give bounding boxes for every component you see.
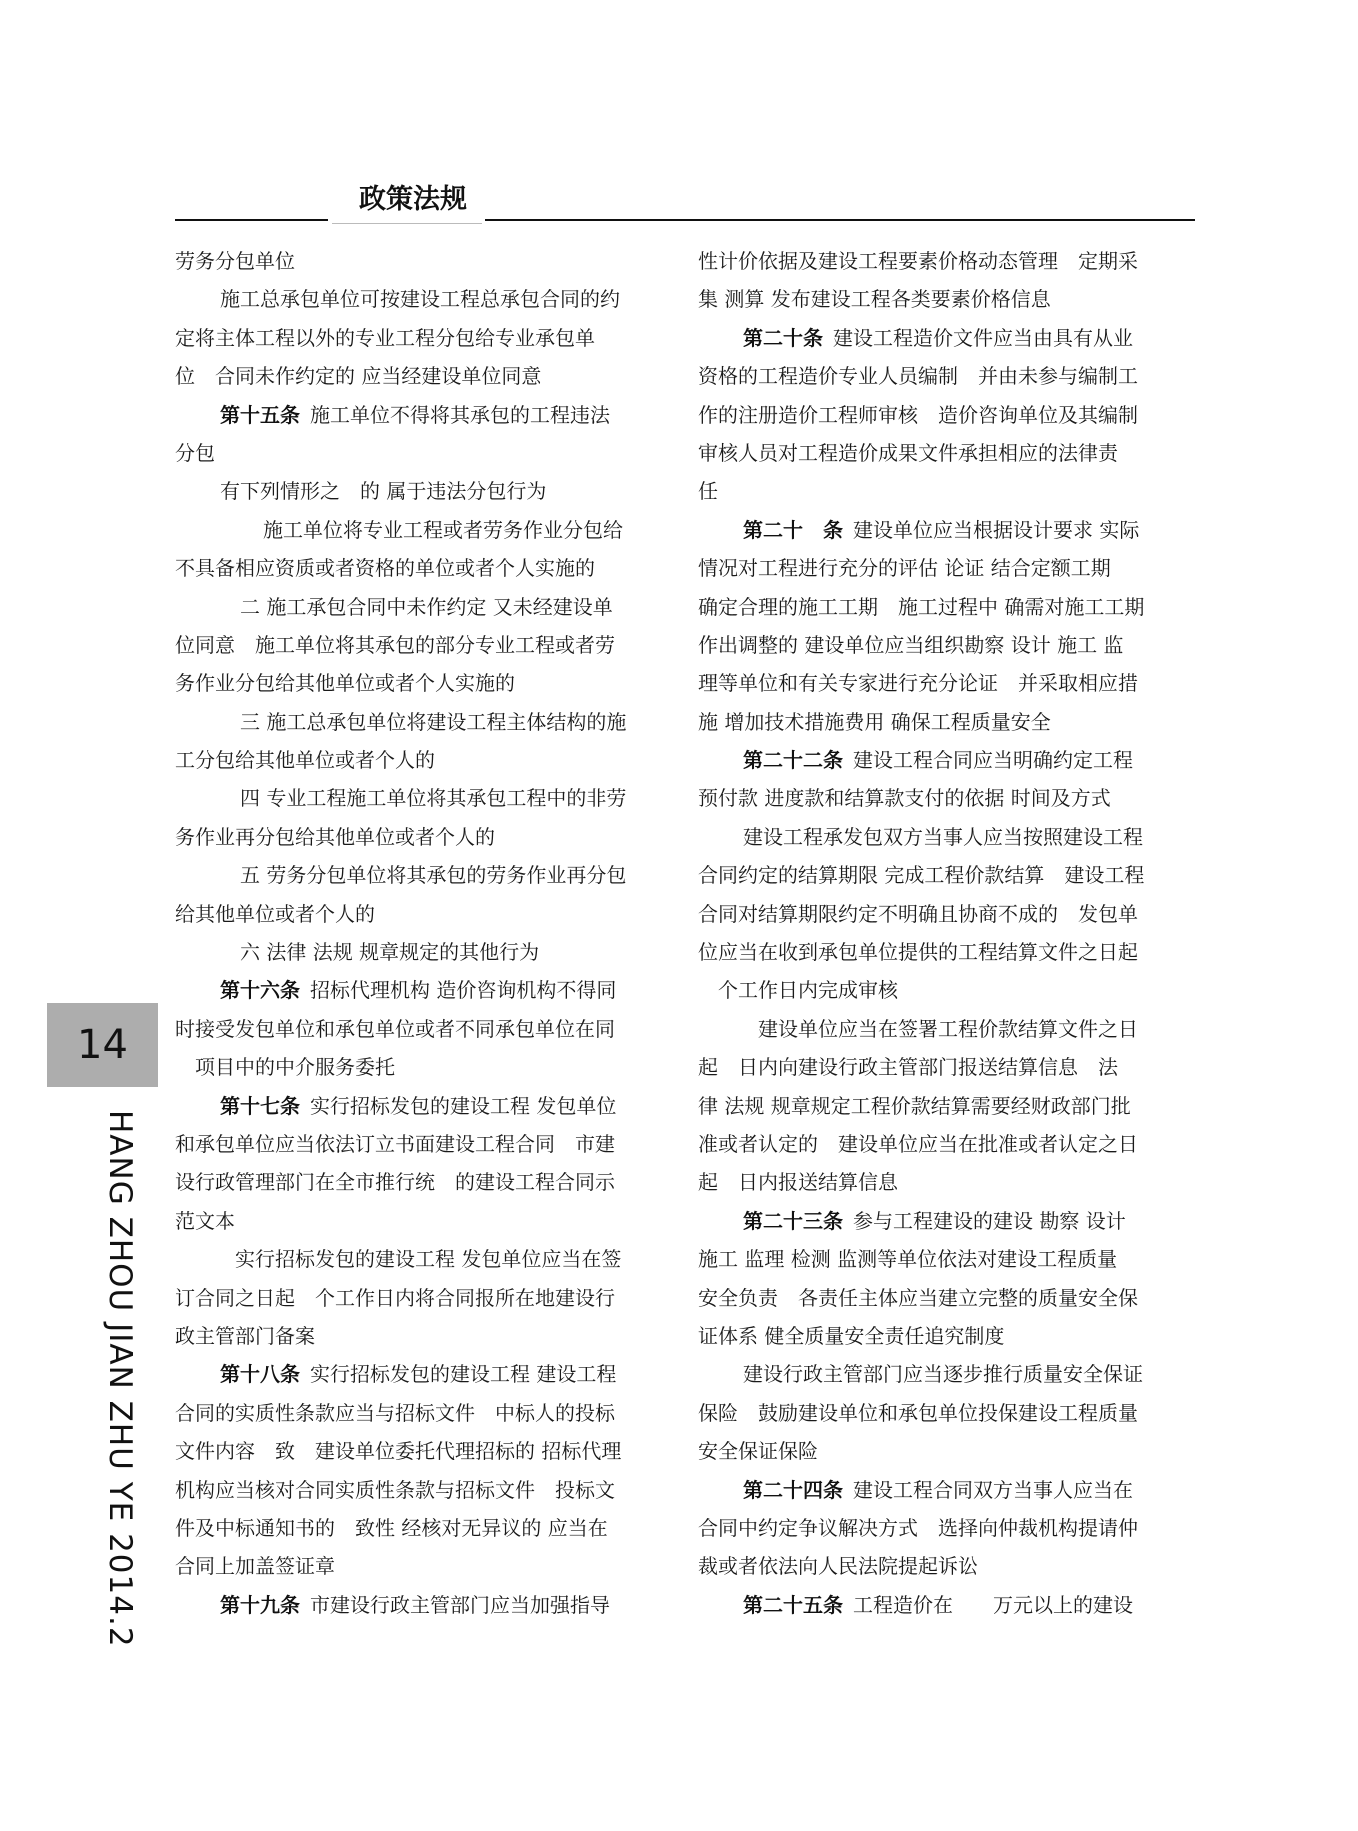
line-text: 作出调整的 建设单位应当组织勘察 设计 施工 监 <box>698 632 1124 657</box>
line-text: 合同中约定争议解决方式 选择向仲裁机构提请仲 <box>698 1515 1138 1540</box>
text-line <box>175 779 665 817</box>
line-text: 确定合理的施工工期 施工过程中 确需对施工工期 <box>698 594 1145 619</box>
text-line <box>698 1240 1188 1278</box>
text-line <box>698 357 1188 395</box>
text-line <box>698 1471 1188 1509</box>
text-line <box>698 818 1188 856</box>
text-line <box>698 319 1188 357</box>
text-line <box>698 933 1188 971</box>
text-line <box>698 856 1188 894</box>
header-rule-under-title <box>332 223 482 224</box>
text-line <box>175 1125 665 1163</box>
text-line <box>175 1010 665 1048</box>
text-line <box>175 1317 665 1355</box>
line-text: 起 日内向建设行政主管部门报送结算信息 法 <box>698 1055 1118 1080</box>
line-text: 五 劳务分包单位将其承包的劳务作业再分包 <box>240 863 627 888</box>
line-text: 裁或者依法向人民法院提起诉讼 <box>698 1554 978 1579</box>
line-text: 实行招标发包的建设工程 建设工程 <box>310 1362 617 1387</box>
line-text: 律 法规 规章规定工程价款结算需要经财政部门批 <box>698 1093 1131 1118</box>
line-text: 定将主体工程以外的专业工程分包给专业承包单 <box>175 325 595 350</box>
text-line <box>175 472 665 510</box>
line-text: 工分包给其他单位或者个人的 <box>175 748 435 773</box>
text-line <box>175 549 665 587</box>
text-line <box>698 1202 1188 1240</box>
line-text: 保险 鼓励建设单位和承包单位投保建设工程质量 <box>698 1400 1138 1425</box>
line-text: 工程造价在 万元以上的建设 <box>853 1592 1133 1617</box>
line-text: 合同约定的结算期限 完成工程价款结算 建设工程 <box>698 863 1145 888</box>
line-text: 文件内容 致 建设单位委托代理招标的 招标代理 <box>175 1439 622 1464</box>
line-text: 合同的实质性条款应当与招标文件 中标人的投标 <box>175 1400 615 1425</box>
line-text: 建设行政主管部门应当逐步推行质量安全保证 <box>743 1362 1143 1387</box>
magazine-title-vertical: HANG ZHOU JIAN ZHU YE 2014.2 <box>102 1110 138 1648</box>
line-text: 参与工程建设的建设 勘察 设计 <box>853 1208 1126 1233</box>
text-line <box>698 1355 1188 1393</box>
text-line <box>175 280 665 318</box>
left-text-column <box>175 242 665 1624</box>
text-line <box>698 664 1188 702</box>
text-line <box>698 1048 1188 1086</box>
line-text: 施工总承包单位可按建设工程总承包合同的约 <box>220 287 620 312</box>
line-text: 务作业分包给其他单位或者个人实施的 <box>175 671 515 696</box>
line-text: 六 法律 法规 规章规定的其他行为 <box>240 940 540 965</box>
line-text: 审核人员对工程造价成果文件承担相应的法律责 <box>698 440 1118 465</box>
text-line <box>698 1432 1188 1470</box>
article-number: 第十六条 <box>220 978 300 1003</box>
text-line <box>698 895 1188 933</box>
line-text: 市建设行政主管部门应当加强指导 <box>310 1592 610 1617</box>
line-text: 不具备相应资质或者资格的单位或者个人实施的 <box>175 556 595 581</box>
text-line <box>175 856 665 894</box>
text-line <box>698 1547 1188 1585</box>
line-text: 和承包单位应当依法订立书面建设工程合同 市建 <box>175 1131 615 1156</box>
page-number: 14 <box>77 1022 128 1068</box>
line-text: 施工单位不得将其承包的工程违法 <box>310 402 610 427</box>
text-line <box>175 818 665 856</box>
line-text: 安全保证保险 <box>698 1439 818 1464</box>
text-line <box>175 1547 665 1585</box>
text-line <box>698 1279 1188 1317</box>
line-text: 集 测算 发布建设工程各类要素价格信息 <box>698 287 1051 312</box>
text-line <box>698 1163 1188 1201</box>
text-line <box>175 1087 665 1125</box>
line-text: 建设工程合同应当明确约定工程 <box>853 748 1133 773</box>
text-line <box>175 933 665 971</box>
text-line <box>698 434 1188 472</box>
line-text: 情况对工程进行充分的评估 论证 结合定额工期 <box>698 556 1111 581</box>
text-line <box>175 1279 665 1317</box>
text-line <box>175 626 665 664</box>
text-line <box>698 472 1188 510</box>
line-text: 机构应当核对合同实质性条款与招标文件 投标文 <box>175 1477 615 1502</box>
text-line <box>175 895 665 933</box>
article-number: 第二十二条 <box>743 748 843 773</box>
article-number: 第十九条 <box>220 1592 300 1617</box>
line-text: 三 施工总承包单位将建设工程主体结构的施 <box>240 709 627 734</box>
section-title: 政策法规 <box>359 184 467 215</box>
line-text: 项目中的中介服务委托 <box>195 1055 395 1080</box>
line-text: 施工 监理 检测 监测等单位依法对建设工程质量 <box>698 1247 1118 1272</box>
line-text: 性计价依据及建设工程要素价格动态管理 定期采 <box>698 249 1138 273</box>
line-text: 个工作日内完成审核 <box>718 978 898 1003</box>
line-text: 理等单位和有关专家进行充分论证 并采取相应措 <box>698 671 1138 696</box>
text-line <box>175 357 665 395</box>
line-text: 分包 <box>175 440 215 465</box>
text-line <box>175 664 665 702</box>
page-number-box <box>47 1003 158 1087</box>
line-text: 实行招标发包的建设工程 发包单位 <box>310 1093 617 1118</box>
line-text: 件及中标通知书的 致性 经核对无异议的 应当在 <box>175 1515 608 1540</box>
text-line <box>175 1163 665 1201</box>
line-text: 作的注册造价工程师审核 造价咨询单位及其编制 <box>698 402 1138 427</box>
line-text: 合同上加盖签证章 <box>175 1554 335 1579</box>
text-line <box>698 1586 1188 1624</box>
text-line <box>175 242 665 280</box>
text-line <box>698 396 1188 434</box>
text-line <box>175 319 665 357</box>
line-text: 建设工程合同双方当事人应当在 <box>853 1477 1133 1502</box>
line-text: 劳务分包单位 <box>175 249 295 273</box>
line-text: 准或者认定的 建设单位应当在批准或者认定之日 <box>698 1131 1138 1156</box>
line-text: 给其他单位或者个人的 <box>175 901 375 926</box>
article-number: 第二十 条 <box>743 517 843 542</box>
line-text: 设行政管理部门在全市推行统 的建设工程合同示 <box>175 1170 615 1195</box>
line-text: 时接受发包单位和承包单位或者不同承包单位在同 <box>175 1016 615 1041</box>
line-text: 资格的工程造价专业人员编制 并由未参与编制工 <box>698 364 1138 389</box>
text-line <box>698 588 1188 626</box>
article-number: 第十五条 <box>220 402 300 427</box>
text-line <box>175 1355 665 1393</box>
article-number: 第二十五条 <box>743 1592 843 1617</box>
line-text: 订合同之日起 个工作日内将合同报所在地建设行 <box>175 1285 615 1310</box>
line-text: 起 日内报送结算信息 <box>698 1170 898 1195</box>
text-line <box>175 511 665 549</box>
text-line <box>698 1509 1188 1547</box>
line-text: 施工单位将专业工程或者劳务作业分包给 <box>263 517 623 542</box>
text-line <box>175 396 665 434</box>
text-line <box>698 549 1188 587</box>
text-line <box>175 1202 665 1240</box>
text-line <box>175 1240 665 1278</box>
text-line <box>698 1317 1188 1355</box>
text-line <box>175 703 665 741</box>
line-text: 务作业再分包给其他单位或者个人的 <box>175 824 495 849</box>
text-line <box>698 971 1188 1009</box>
text-line <box>175 1509 665 1547</box>
text-line <box>698 1125 1188 1163</box>
text-line <box>698 626 1188 664</box>
text-line <box>698 1394 1188 1432</box>
text-line <box>175 1394 665 1432</box>
text-line <box>175 741 665 779</box>
line-text: 建设单位应当根据设计要求 实际 <box>853 517 1140 542</box>
text-line <box>175 434 665 472</box>
line-text: 范文本 <box>175 1208 235 1233</box>
line-text: 有下列情形之 的 属于违法分包行为 <box>220 479 547 504</box>
text-line <box>175 1048 665 1086</box>
line-text: 实行招标发包的建设工程 发包单位应当在签 <box>235 1247 622 1272</box>
line-text: 预付款 进度款和结算款支付的依据 时间及方式 <box>698 786 1111 811</box>
line-text: 四 专业工程施工单位将其承包工程中的非劳 <box>240 786 627 811</box>
line-text: 位应当在收到承包单位提供的工程结算文件之日起 <box>698 940 1138 965</box>
article-number: 第十七条 <box>220 1093 300 1118</box>
article-number: 第十八条 <box>220 1362 300 1387</box>
header-rule-right <box>485 219 1195 221</box>
right-text-column <box>698 242 1188 1624</box>
text-line <box>698 741 1188 779</box>
text-line <box>698 1087 1188 1125</box>
line-text: 安全负责 各责任主体应当建立完整的质量安全保 <box>698 1285 1138 1310</box>
text-line <box>698 779 1188 817</box>
line-text: 建设单位应当在签署工程价款结算文件之日 <box>758 1016 1138 1041</box>
text-line <box>175 1471 665 1509</box>
line-text: 证体系 健全质量安全责任追究制度 <box>698 1323 1005 1348</box>
article-number: 第二十四条 <box>743 1477 843 1502</box>
line-text: 建设工程承发包双方当事人应当按照建设工程 <box>743 824 1143 849</box>
text-line <box>175 971 665 1009</box>
line-text: 合同对结算期限约定不明确且协商不成的 发包单 <box>698 901 1138 926</box>
text-line <box>175 1586 665 1624</box>
text-line <box>175 588 665 626</box>
line-text: 招标代理机构 造价咨询机构不得同 <box>310 978 617 1003</box>
line-text: 施 增加技术措施费用 确保工程质量安全 <box>698 709 1051 734</box>
line-text: 任 <box>698 479 718 504</box>
text-line <box>698 703 1188 741</box>
line-text: 位同意 施工单位将其承包的部分专业工程或者劳 <box>175 632 615 657</box>
text-line <box>698 1010 1188 1048</box>
text-line <box>698 511 1188 549</box>
line-text: 政主管部门备案 <box>175 1323 315 1348</box>
header-rule-left <box>175 219 328 221</box>
line-text: 位 合同未作约定的 应当经建设单位同意 <box>175 364 542 389</box>
line-text: 二 施工承包合同中未作约定 又未经建设单 <box>240 594 613 619</box>
text-line <box>698 280 1188 318</box>
line-text: 建设工程造价文件应当由具有从业 <box>833 325 1133 350</box>
text-line <box>698 242 1188 280</box>
article-number: 第二十条 <box>743 325 823 350</box>
article-number: 第二十三条 <box>743 1208 843 1233</box>
text-line <box>175 1432 665 1470</box>
